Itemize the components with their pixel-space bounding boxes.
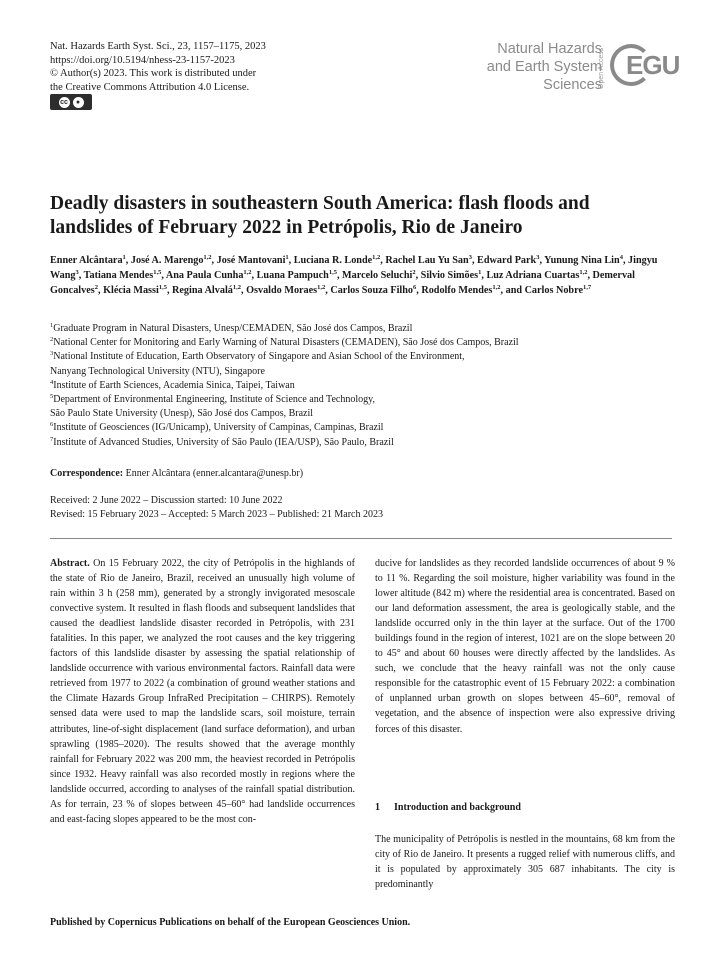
author-name-text: Rodolfo Mendes (421, 285, 493, 297)
affiliation-item (50, 365, 675, 379)
affiliation-number: 1 (50, 322, 54, 329)
author-affiliation-marker: 1 (122, 254, 126, 261)
affiliation-list (50, 322, 675, 450)
affiliation-text: Institute of Earth Sciences, Academia Sinica, Taipei, Taiwan (53, 379, 295, 391)
author-affiliation-marker: 6 (413, 284, 417, 292)
journal-logo-line1: Natural Hazards (497, 41, 602, 57)
author-affiliation-marker: 1,2 (317, 284, 326, 292)
author-name (421, 285, 500, 296)
affiliation-number: 4 (50, 378, 54, 386)
author-name (257, 270, 337, 281)
cc-by-license-icon[interactable] (50, 94, 92, 110)
title-line-2: landslides of February 2022 in Petrópolis, Rio de Janeiro (50, 217, 523, 238)
abstract-continued: ducive for landslides as they recorded landslide occurrences of about 9 % to 11 %. Regarding the soil moisture, higher variability was found in the lower altitude (842 m) where the residential area is concentrated. Based on our land deformation assessment, the area is geologically stable, and the landslide occurred only in the thin layer at the surface. Out of the 1700 buildings found in the region of interest, 1021 are on the slope between 20 to 45° and about 60 houses were directly affected by the landslides. As such, we conclude that the heavy rainfall was not the only cause responsible for the catastrophic event of 15 February 2022: a combination of unplanned urban growth on slopes between 45–60°, removal of vegetation, and the absence of inspection were also expressive driving forces of this disaster. (375, 558, 675, 735)
author-affiliation-marker: 1,2 (243, 269, 252, 277)
author-name (330, 285, 416, 296)
affiliation-text: National Institute of Education, Earth Observatory of Singapore and Asian School of the Environment, (53, 351, 465, 363)
author-affiliation-marker: 1 (478, 269, 482, 277)
author-name (421, 270, 482, 281)
author-name (217, 255, 289, 266)
author-name-text: Carlos Nobre (524, 285, 583, 297)
abstract-text: On 15 February 2022, the city of Petrópolis in the highlands of the state of Rio de Janeiro, Brazil, received an unusually high volume of rain within 3 h (258 mm), generated by a strongly invigorated mesoscale convective system. It resulted in flash floods and subsequent landslides that caused the deadliest landslide disaster recorded in Petrópolis, with 231 fatalities. In this paper, we analyzed the root causes and the key triggering factors of this landslide disaster by assessing the spatial relationship of landslide occurrence with various environmental factors. Rainfall data were retrieved from 1977 to 2022 (a combination of ground weather stations and the Climate Hazards Group InfraRed Precipitation – CHIRPS). Remotely sensed data were used to map the landslide scars, soil moisture, terrain attributes, line-of-sight displacement (land surface deformation), and urban sprawling (1985–2020). The results showed that the average monthly rainfall for February 2022 was 200 mm, the heaviest recorded in Petrópolis since 1932. Heavy rainfall was also recorded mostly in regions where the landslide occurred, according to analyses of the rainfall spatial distribution. As for terrain, 23 % of slopes between 45–60° had landslide occurrences and east-facing slopes appeared to be the most con- (50, 558, 355, 825)
author-name-text: Enner Alcântara (50, 255, 123, 266)
dates-line-1: Received: 2 June 2022 – Discussion started: 10 June 2022 (50, 495, 283, 506)
egu-logo (610, 44, 682, 92)
author-name (103, 285, 167, 296)
journal-logo-line3: Sciences (543, 77, 602, 93)
abstract (50, 556, 355, 827)
author-affiliation-marker: 1,2 (492, 284, 501, 292)
author-name-text: Luana Pampuch (256, 270, 329, 282)
author-list: Enner Alcântara$^1$, José A. Marengo$^{1,2}$, José Mantovani$^1$, Luciana R. Londe$^{1,2}$, Rachel Lau Yu San$^3$, Edward Park$^3$, Yunung Nina Lin$^4$, Jingyu Wang$^3$, Tatiana Mendes$^{1,5}$, Ana Paula Cunha$^{1,2}$, Luana Pampuch$^{1,5}$, Marcelo Seluchi$^2$, Silvio Simões$^1$, Luz Adriana Cuartas$^{1,2}$, Demerval Goncalves$^2$, Klécia Massi$^{1,5}$, Regina Alvalá$^{1,2}$, Osvaldo Moraes$^{1,2}$, Carlos Souza Filho$^6$, Rodolfo Mendes$^{1,2}$, and Carlos Nobre$^{1,7}$ (50, 254, 658, 297)
paper-title (50, 192, 670, 240)
copyright-line: © Author(s) 2023. This work is distributed under (50, 68, 257, 79)
author-name (544, 255, 623, 266)
author-name (246, 285, 325, 296)
author-affiliation-marker: 1,2 (232, 284, 242, 292)
author-name-text: Demerval Goncalves (50, 270, 635, 297)
affiliation-item (50, 336, 675, 350)
author-name (166, 270, 252, 281)
journal-logo-line2: and Earth System (486, 59, 602, 75)
affiliation-item (50, 436, 675, 450)
author-name (385, 255, 472, 266)
author-name-text: Carlos Souza Filho (330, 285, 413, 297)
author-name (486, 270, 587, 281)
affiliation-item (50, 421, 675, 435)
author-name-text: Luciana R. Londe (293, 255, 373, 266)
author-name (525, 285, 592, 296)
author-name-text: Yunung Nina Lin (544, 255, 620, 266)
author-affiliation-marker: 1,2 (372, 254, 381, 261)
author-name (172, 285, 241, 296)
affiliation-text: São Paulo State University (Unesp), São José dos Campos, Brazil (50, 408, 314, 420)
author-affiliation-marker: 3 (75, 269, 79, 277)
author-name-text: José Mantovani (216, 255, 286, 266)
doi-link[interactable]: https://doi.org/10.5194/nhess-23-1157-2023 (50, 54, 235, 66)
author-affiliation-marker: 3 (536, 254, 540, 261)
author-name-text: Regina Alvalá (172, 285, 233, 297)
affiliation-item (50, 379, 675, 393)
affiliation-text: National Center for Monitoring and Early Warning of Natural Disasters (CEMADEN), São José dos Campos, Brazil (53, 337, 519, 349)
author-affiliation-marker: 1,5 (328, 269, 337, 277)
author-affiliation-marker: 1,2 (579, 269, 588, 277)
open-access-label: Open Access (598, 47, 605, 89)
author-name-text: Luz Adriana Cuartas (486, 270, 580, 282)
affiliation-number: 3 (50, 350, 54, 358)
affiliation-item (50, 393, 675, 407)
correspondence (50, 468, 303, 479)
egu-text: EGU (626, 50, 680, 80)
article-meta (50, 40, 266, 94)
author-name (477, 255, 539, 266)
author-affiliation-marker: 1,7 (582, 284, 592, 292)
journal-reference: Nat. Hazards Earth Syst. Sci., 23, 1157–1175, 2023 (50, 41, 266, 52)
author-affiliation-marker: 2 (412, 269, 416, 277)
author-name-text: Tatiana Mendes (83, 270, 154, 282)
author-affiliation-marker: 2 (94, 284, 98, 292)
section-title: Introduction and background (394, 802, 521, 813)
abstract-label: Abstract. (50, 558, 90, 569)
author-name (84, 270, 162, 281)
author-name-text: Klécia Massi (103, 285, 159, 297)
affiliation-text: Institute of Advanced Studies, University of São Paulo (IEA/USP), São Paulo, Brazil (53, 436, 394, 448)
author-name-text: Jingyu Wang (50, 255, 658, 282)
affiliation-text: Graduate Program in Natural Disasters, Unesp/CEMADEN, São José dos Campos, Brazil (53, 323, 413, 334)
affiliation-text: Department of Environmental Engineering, Institute of Science and Technology, (53, 394, 375, 406)
affiliation-item (50, 322, 675, 336)
author-affiliation-marker: 3 (468, 254, 472, 261)
publisher-footer: Published by Copernicus Publications on behalf of the European Geosciences Union. (50, 917, 411, 928)
author-affiliation-marker: 1,5 (153, 269, 162, 277)
by-person-icon: ● (73, 97, 84, 108)
affiliation-text: Nanyang Technological University (NTU), Singapore (50, 365, 265, 377)
title-line-1: Deadly disasters in southeastern South America: flash floods and (50, 193, 590, 214)
author-name-text: Rachel Lau Yu San (385, 255, 469, 266)
affiliation-text: Institute of Geosciences (IG/Unicamp), University of Campinas, Campinas, Brazil (53, 422, 384, 434)
author-name (50, 255, 126, 266)
affiliation-number: 7 (50, 435, 54, 443)
author-name (294, 255, 381, 266)
author-name-text: José A. Marengo (130, 255, 204, 266)
correspondence-text[interactable]: Enner Alcântara (enner.alcantara@unesp.br) (125, 468, 304, 479)
affiliation-number: 2 (50, 336, 54, 344)
section-heading (375, 802, 535, 813)
publication-dates (50, 494, 383, 522)
affiliation-number: 5 (50, 393, 54, 401)
author-name-text: Osvaldo Moraes (246, 285, 318, 297)
dates-line-2: Revised: 15 February 2023 – Accepted: 5 March 2023 – Published: 21 March 2023 (50, 509, 383, 520)
author-affiliation-marker: 1 (285, 254, 289, 261)
author-affiliation-marker: 1,5 (158, 284, 167, 292)
affiliation-item (50, 350, 675, 364)
author-affiliation-marker: 1,2 (203, 254, 212, 261)
author-name-text: Silvio Simões (420, 270, 479, 282)
cc-icon: cc (60, 98, 68, 106)
license-line: the Creative Commons Attribution 4.0 License. (50, 81, 250, 93)
section-number: 1 (375, 802, 380, 813)
affiliation-item (50, 407, 675, 421)
author-name (342, 270, 416, 281)
journal-logo (487, 40, 602, 94)
author-name-text: Edward Park (477, 255, 537, 266)
introduction-text: The municipality of Petrópolis is nestled in the mountains, 68 km from the city of Rio de Janeiro. It presents a rugged relief with numerous cliffs, and it is populated by approximately 305 687 inhabitants. The city is predominantly (375, 834, 675, 891)
header-divider (50, 538, 672, 539)
affiliation-number: 6 (50, 421, 54, 429)
author-affiliation-marker: 4 (619, 254, 623, 261)
author-name-text: Marcelo Seluchi (342, 270, 413, 282)
author-name-text: Ana Paula Cunha (165, 270, 244, 282)
correspondence-label: Correspondence: (50, 468, 124, 479)
author-name (131, 255, 212, 266)
